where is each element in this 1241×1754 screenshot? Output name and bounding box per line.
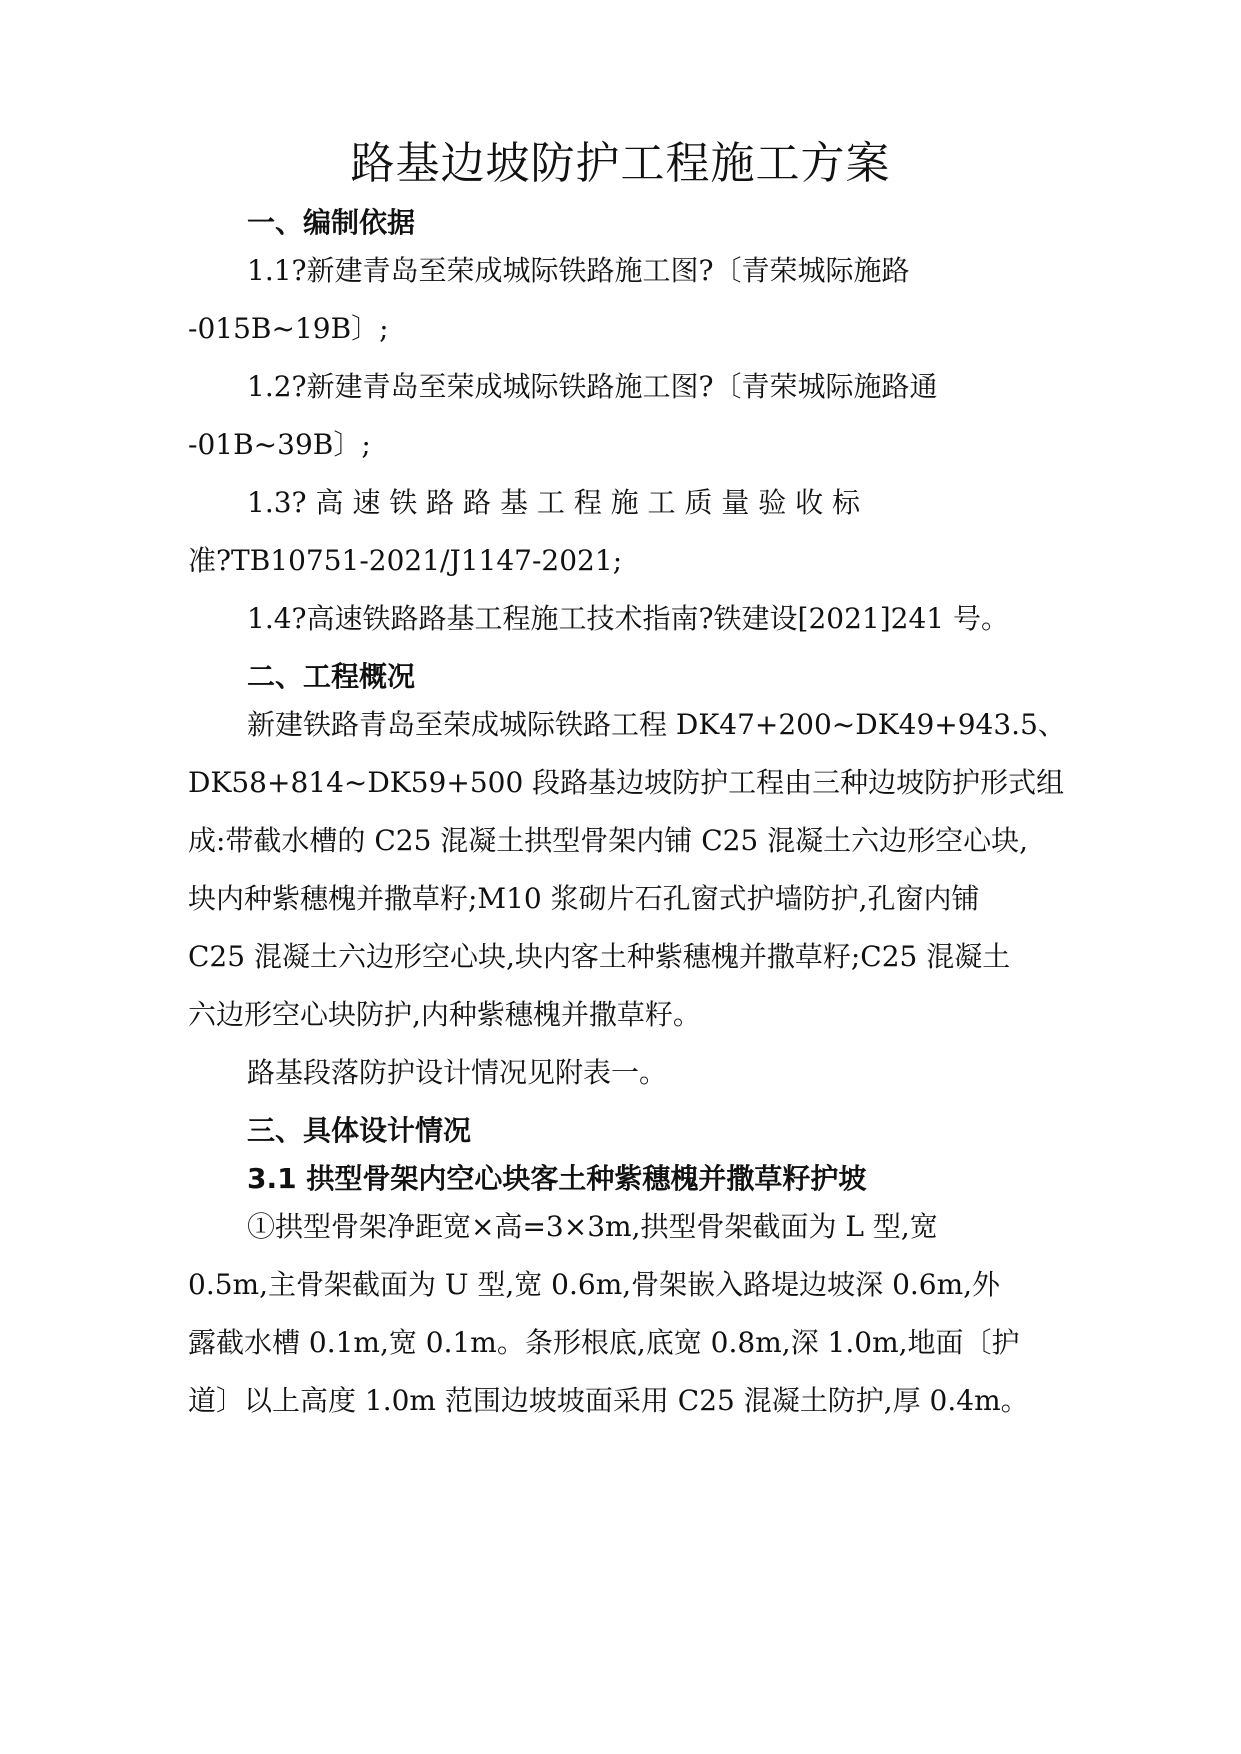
basis-item-3-line1: 1.3? 高 速 铁 路 路 基 工 程 施 工 质 量 验 收 标	[247, 486, 861, 519]
overview-paragraph-line: 新建铁路青岛至荣成城际铁路工程 DK47+200~DK49+943.5、	[247, 708, 1066, 741]
overview-paragraph-line: 六边形空心块防护,内种紫穗槐并撒草籽。	[188, 998, 701, 1031]
design-paragraph-line: ①拱型骨架净距宽×高=3×3m,拱型骨架截面为 L 型,宽	[247, 1210, 938, 1243]
basis-item-1-line1	[0, 254, 1241, 288]
section-heading-overview: 二、工程概况	[247, 660, 416, 693]
subsection-heading-3-1: 3.1 拱型骨架内空心块客土种紫穗槐并撒草籽护坡	[247, 1162, 867, 1195]
basis-item-2-text: 1.2?新建青岛至荣成城际铁路施工图?〔青荣城际施路通	[247, 370, 938, 403]
basis-item-1-text: 1.1?新建青岛至荣成城际铁路施工图?〔青荣城际施路	[247, 254, 910, 287]
overview-paragraph-line: C25 混凝土六边形空心块,块内客土种紫穗槐并撒草籽;C25 混凝土	[188, 940, 1011, 973]
design-paragraph-line: 0.5m,主骨架截面为 U 型,宽 0.6m,骨架嵌入路堤边坡深 0.6m,外	[188, 1268, 1001, 1301]
overview-paragraph-line: 成:带截水槽的 C25 混凝土拱型骨架内铺 C25 混凝土六边形空心块,	[188, 824, 1029, 857]
overview-paragraph-line: 块内种紫穗槐并撒草籽;M10 浆砌片石孔窗式护墙防护,孔窗内铺	[188, 882, 980, 915]
section-heading-basis: 一、编制依据	[247, 206, 416, 239]
basis-item-4-line1: 1.4?高速铁路路基工程施工技术指南?铁建设[2021]241 号。	[247, 602, 1010, 635]
basis-item-1-line2: -015B~19B〕;	[188, 312, 389, 345]
overview-paragraph-line: DK58+814~DK59+500 段路基边坡防护工程由三种边坡防护形式组	[188, 766, 1065, 799]
section-heading-design: 三、具体设计情况	[247, 1114, 472, 1147]
basis-item-2-line2: -01B~39B〕;	[188, 428, 371, 461]
page-title: 路基边坡防护工程施工方案	[350, 138, 891, 189]
basis-item-2-line1	[0, 370, 1241, 404]
design-paragraph-line: 露截水槽 0.1m,宽 0.1m。条形根底,底宽 0.8m,深 1.0m,地面〔护	[188, 1326, 1020, 1359]
overview-table-reference: 路基段落防护设计情况见附表一。	[247, 1056, 668, 1089]
basis-item-3-line2: 准?TB10751-2021/J1147-2021;	[188, 544, 623, 577]
design-paragraph-line: 道〕以上高度 1.0m 范围边坡坡面采用 C25 混凝土防护,厚 0.4m。	[188, 1384, 1029, 1417]
